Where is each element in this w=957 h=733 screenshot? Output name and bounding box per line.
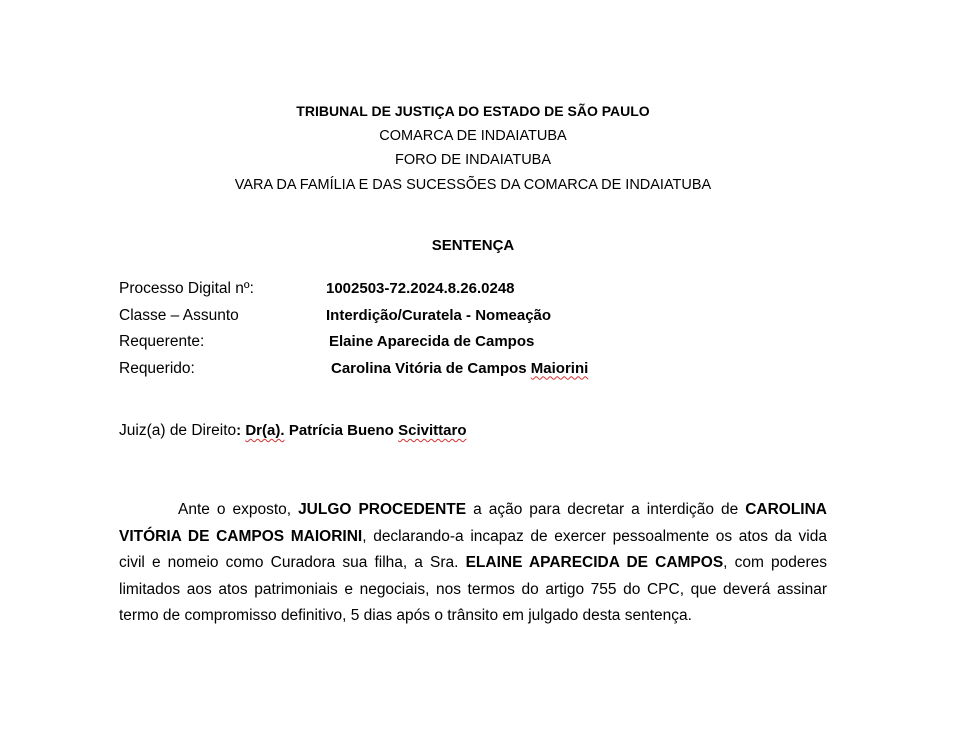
para-bold-interdicted: CAROLINA VITÓRIA DE CAMPOS MAIORINI [119,501,827,545]
requerente-label: Requerente: [119,333,205,350]
requerente-value: Elaine Aparecida de Campos [329,333,535,350]
foro-line: FORO DE INDAIATUBA [394,152,552,169]
requerido-value-last: Maiorini [530,359,589,377]
judge-line [119,422,467,440]
court-header [0,99,946,197]
classe-value: Interdição/Curatela - Nomeação [326,306,552,324]
judge-name-last: Scivittaro [398,422,467,439]
processo-value: 1002503-72.2024.8.26.0248 [326,280,515,297]
para-text-3: , declarando-a incapaz de exercer pessoalmente os atos da vida civil e nomeio como Curadora sua filha, a Sra. [119,527,827,572]
para-text-4: , com poderes limitados aos atos patrimoniais e negociais, nos termos do artigo 755 do CPC, que deverá assinar termo de compromisso definitivo, 5 dias após o trânsito em julgado desta sentença. [119,554,827,625]
para-text-1: Ante o exposto, [178,501,299,518]
sentence-paragraph [119,497,827,630]
vara-line: VARA DA FAMÍLIA E DAS SUCESSÕES DA COMARCA DE INDAIATUBA [234,176,712,193]
judge-title: Dr(a). [245,422,285,439]
requerido-value [331,356,588,383]
judge-label: Juiz(a) de Direito [119,422,237,439]
document-title: SENTENÇA [431,237,515,254]
para-text-2: a ação para decretar a interdição de [466,501,746,518]
court-name: TRIBUNAL DE JUSTIÇA DO ESTADO DE SÃO PAULO [296,103,650,119]
requerido-value-main: Carolina Vitória de Campos [331,359,527,377]
requerido-label: Requerido: [119,359,195,377]
comarca-line: COMARCA DE INDAIATUBA [379,127,567,144]
para-bold-judgment: JULGO PROCEDENTE [298,501,467,518]
processo-label: Processo Digital nº: [119,280,254,297]
judge-name-main: Patrícia Bueno [288,422,394,439]
classe-label: Classe – Assunto [119,306,239,324]
judge-colon: : [236,422,246,439]
para-bold-curator: ELAINE APARECIDA DE CAMPOS [465,554,724,572]
